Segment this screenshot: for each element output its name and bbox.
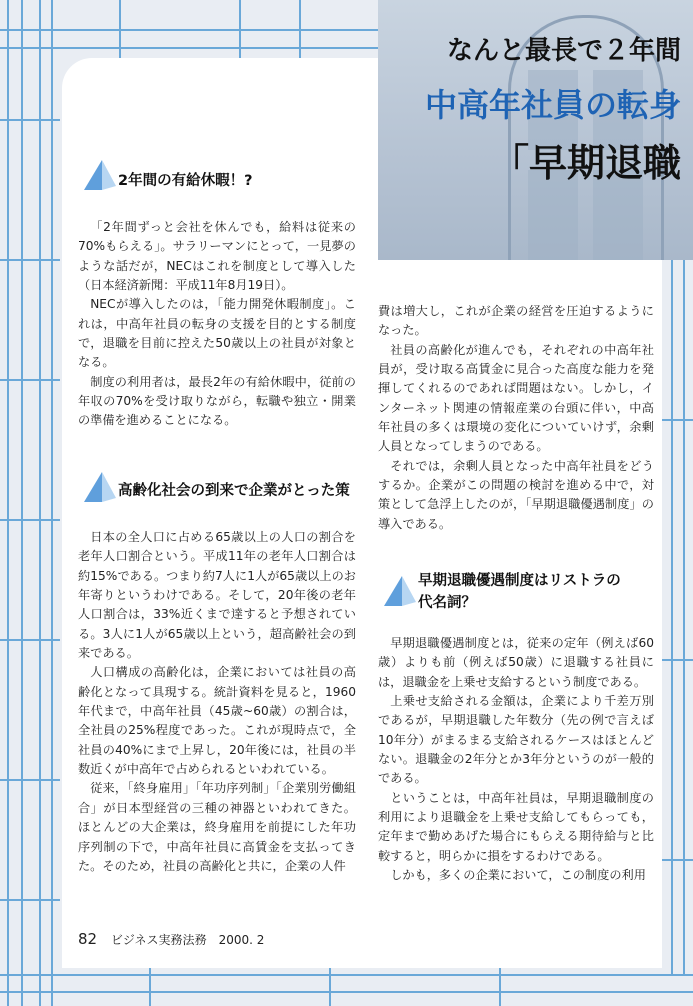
section-body-paid-leave [78,218,356,431]
pyramid-icon [378,574,418,608]
heading-line: 早期退職優遇制度はリストラの [418,573,621,589]
page-number: 82 [78,930,98,948]
paragraph: NECが導入したのは，「能力開発休暇制度」。これは，中高年社員の転身の支援を目的とする制度で，退職を目前に控えた50歳以上の社員が対象となる。 [78,297,356,370]
paragraph: 社員の高齢化が進んでも，それぞれの中高年社員が，受け取る高賃金に見合った高度な能力を発揮してくれるのであれば問題はない。しかし，インターネット関連の情報産業の台頭に伴い，中高年社員の多くは環境の変化についていけず，余剰人員となってしまうのである。 [378,342,654,454]
title-line-1: なんと最長で２年間 [446,36,681,66]
heading-line: 代名詞？ [418,595,476,611]
section-heading-early-retirement [418,570,621,614]
paragraph: 早期退職優遇制度とは，従来の定年（例えば60歳）よりも前（例えば50歳）に退職する社員には，退職金を上乗せ支給するという制度である。 [378,636,654,689]
section-heading-paid-leave: 2年間の有給休暇！? [118,173,253,189]
pyramid-icon [78,158,118,192]
paragraph: 人口構成の高齢化は，企業においては社員の高齢化となって具現する。統計資料を見ると，1960年代まで，中高年社員（45歳~60歳）の割合は，全社員の25%程度であった。これが現時点で，全社員の40%にまで上昇し，20年後には，社員の半数近くが中高年で占められるといわれている。 [78,665,356,777]
section-body-continued [378,302,654,534]
paragraph: 日本の全人口に占める65歳以上の人口の割合を老年人口割合という。平成11年の老年人口割合は約15%である。つまり約7人に1人が65歳以上のお年寄りというわけである。そして，20年後の老年人口割合は，33%近くまで達すると予想されている。3人に1人が65歳以上という，超高齢社会の到来である。 [78,530,356,661]
paragraph: ということは，中高年社員は，早期退職制度の利用により退職金を上乗せ支給してもらっても，定年まで勤めあげた場合にもらえる期待給与と比較すると，明らかに損をするわけである。 [378,790,654,863]
paragraph: 従来，「終身雇用」「年功序列制」「企業別労働組合」が日本型経営の三種の神器といわれてきた。ほとんどの大企業は，終身雇用を前提にした年功序列制の下で，中高年社員に高賃金を支払ってきた。そのため，社員の高齢化と共に，企業の人件 [78,781,356,873]
title-line-2: 中高年社員の転身 [424,86,681,124]
title-line-3: 「早期退職 [490,141,681,185]
paragraph: それでは，余剰人員となった中高年社員をどうするか。企業がこの問題の検討を進める中で，対策として急浮上したのが，「早期退職優遇制度」の導入である。 [378,458,654,531]
paragraph: 制度の利用者は，最長2年の有給休暇中，従前の年収の70%を受け取りながら，転職や独立・開業の準備を進めることになる。 [78,374,356,428]
paragraph: 上乗せ支給される金額は，企業により千差万別であるが，早期退職した年数分（先の例で言えば10年分）がまるまる支給されるケースはほとんどない。退職金の2年分とか3年分というのが一般的である。 [378,694,654,786]
paragraph: 費は増大し，これが企業の経営を圧迫するようになった。 [378,304,654,338]
pyramid-icon [78,470,118,504]
header-photo [378,0,693,260]
section-body-early-retirement [378,634,654,885]
section-body-aging-society [78,528,356,876]
paragraph: 「2年間ずっと会社を休んでも，給料は従来の70%もらえる」。サラリーマンにとって，一見夢のような話だが，NECはこれを制度として導入した（日本経済新聞：平成11年8月19日）。 [78,220,356,293]
page-footer [78,930,264,948]
paragraph: しかも，多くの企業において，この制度の利用 [390,868,646,883]
magazine-name: ビジネス実務法務 2000. 2 [110,933,265,947]
section-heading-aging-society: 高齢化社会の到来で企業がとった策 [118,483,350,499]
